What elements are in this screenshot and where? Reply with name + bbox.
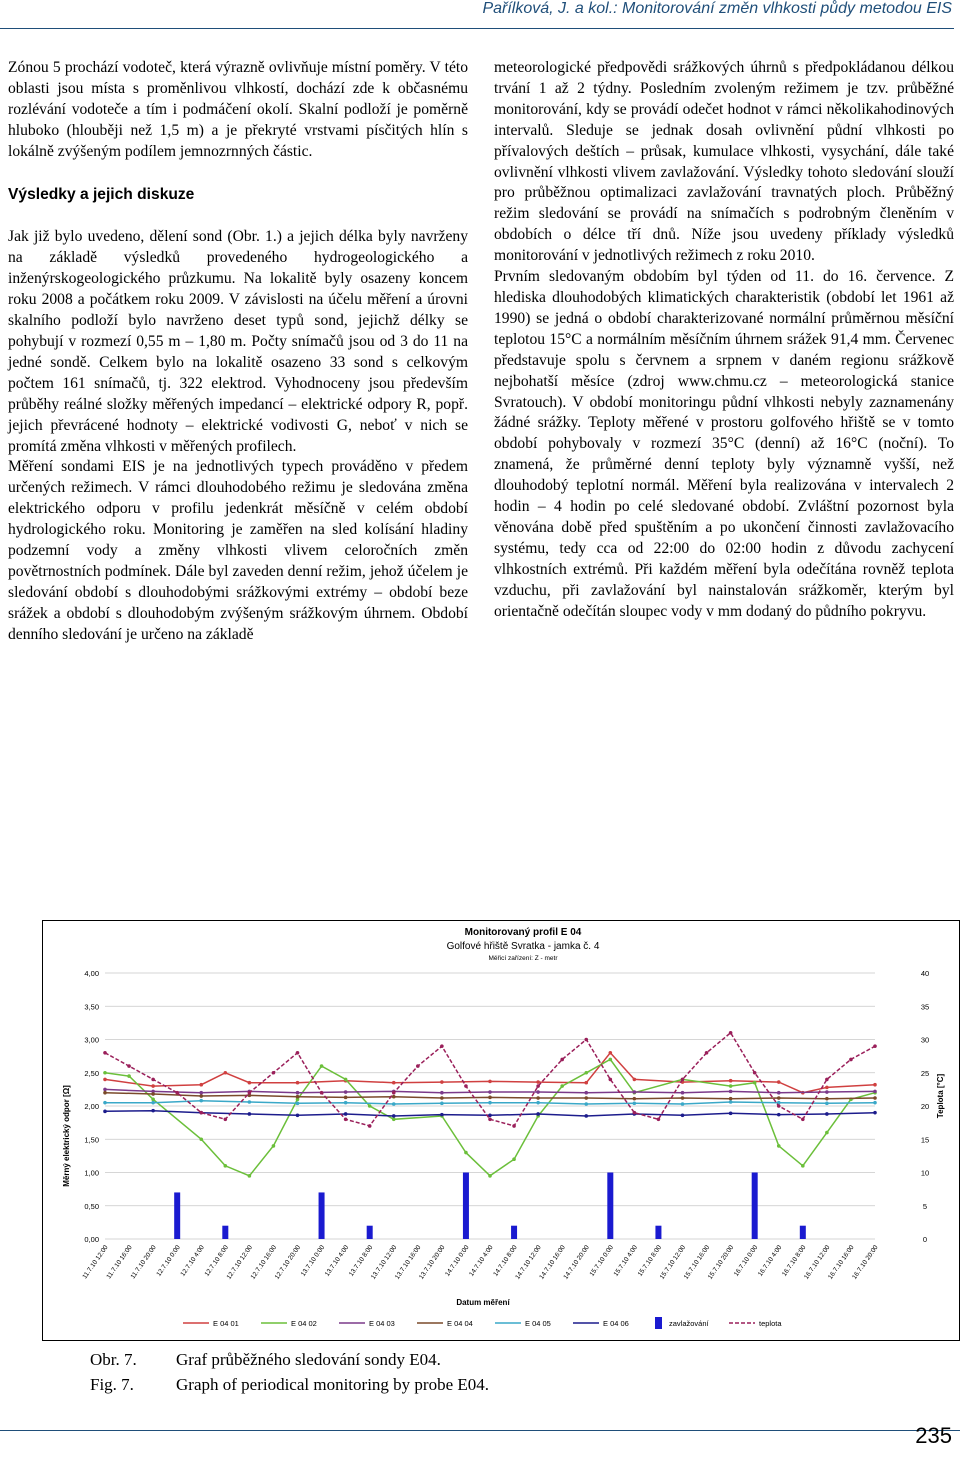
data-point (777, 1113, 781, 1117)
data-point (392, 1118, 396, 1122)
data-point (224, 1164, 228, 1168)
x-tick-label: 13.7.10 16:00 (393, 1244, 423, 1281)
x-tick-label: 15.7.10 20:00 (706, 1244, 736, 1281)
x-tick-label: 12.7.10 16:00 (249, 1244, 279, 1281)
x-tick-label: 14.7.10 0:00 (444, 1244, 471, 1278)
data-point (777, 1104, 781, 1108)
y-tick-label: 2,50 (84, 1068, 99, 1078)
y-tick-label: 4,00 (84, 969, 99, 978)
y2-tick-label: 30 (920, 1035, 930, 1045)
data-point (248, 1112, 252, 1116)
y-tick-label: 0,00 (84, 1235, 99, 1244)
data-point (296, 1081, 300, 1085)
y2-tick-label: 40 (920, 969, 930, 978)
data-point (560, 1058, 564, 1062)
section-heading: Výsledky a jejich diskuze (8, 185, 195, 203)
caption-label: Obr. 7. (90, 1350, 137, 1369)
paragraph: Zónou 5 prochází vodoteč, která výrazně ovlivňuje místní poměry. V této oblasti jsou místa s proměnlivou vlhkostí, dochází zde k občasnému rozlévání vodoteče a tím i podmáčení okolí. Skalní podloží je poměrně hluboko (hlouběji než 1,5 m) a je překryté vrstvami písčitých hlín s lokálně zvýšeným podílem jemnozrnných částic. (8, 59, 468, 160)
data-point (633, 1090, 637, 1094)
header-rule (0, 28, 954, 29)
data-point (199, 1111, 203, 1115)
x-tick-label: 12.7.10 20:00 (273, 1244, 303, 1281)
data-point (344, 1118, 348, 1122)
legend-swatch (655, 1317, 662, 1329)
data-point (127, 1074, 131, 1078)
data-point (344, 1096, 348, 1100)
data-point (344, 1090, 348, 1094)
data-point (248, 1081, 252, 1085)
chart-subtitle-device: Měřicí zařízení: Z - metr (488, 955, 558, 962)
data-point (368, 1104, 372, 1108)
data-point (609, 1058, 613, 1062)
data-point (873, 1111, 877, 1115)
data-point (633, 1111, 637, 1115)
x-tick-label: 12.7.10 4:00 (179, 1244, 206, 1278)
paragraph: Měření sondami EIS je na jednotlivých typech prováděno v předem určených režimech. V rámci dlouhodobého režimu je sledována změna elektrického odporu v profilu jedenkrát měsíčně v celém období hydrologického roku. Monitoring je zaměřen na sled kolísání hladiny podzemní vody a změny vlhkosti vlivem celoročních změn povětrnostních podmínek. Dále byl zaveden denní režim, jehož účelem je sledování období s dlouhodobými srážkovými extrémy – období beze srážek a období s dlouhodobým zvýšeným srážkovým úhrnem. Období denního sledování je určeno na základě (8, 458, 468, 643)
x-tick-label: 14.7.10 20:00 (562, 1244, 591, 1281)
data-point (103, 1110, 107, 1114)
x-tick-label: 13.7.10 4:00 (323, 1244, 351, 1278)
data-point (753, 1081, 757, 1085)
data-point (705, 1051, 709, 1055)
x-tick-label: 14.7.10 4:00 (468, 1244, 495, 1278)
data-point (151, 1098, 155, 1102)
data-point (729, 1090, 733, 1094)
data-point (729, 1031, 733, 1035)
data-point (777, 1080, 781, 1084)
data-point (440, 1091, 444, 1095)
data-point (392, 1091, 396, 1095)
data-point (681, 1096, 685, 1100)
data-point (825, 1102, 829, 1106)
data-point (512, 1124, 516, 1128)
data-point (320, 1064, 324, 1068)
data-point (512, 1157, 516, 1161)
data-point (873, 1083, 877, 1087)
data-point (103, 1101, 107, 1105)
x-tick-label: 13.7.10 12:00 (369, 1244, 399, 1281)
y-tick-label: 3,50 (84, 1002, 99, 1012)
irrigation-bar (319, 1192, 325, 1239)
x-tick-label: 13.7.10 8:00 (347, 1244, 375, 1278)
data-point (801, 1118, 805, 1122)
data-point (681, 1102, 685, 1106)
data-point (103, 1088, 107, 1092)
irrigation-bar (174, 1192, 180, 1239)
data-point (103, 1078, 107, 1082)
irrigation-bar (655, 1226, 661, 1239)
y2-tick-label: 10 (920, 1168, 930, 1178)
irrigation-bar (367, 1226, 373, 1239)
y-tick-label: 1,00 (84, 1168, 99, 1178)
irrigation-bar (752, 1173, 758, 1240)
data-point (296, 1102, 300, 1106)
data-point (488, 1080, 492, 1084)
data-point (801, 1164, 805, 1168)
data-point (440, 1113, 444, 1117)
legend-label: E 04 04 (447, 1319, 473, 1328)
data-point (392, 1114, 396, 1118)
data-point (320, 1091, 324, 1095)
data-point (536, 1084, 540, 1088)
data-point (464, 1151, 468, 1155)
data-point (103, 1091, 107, 1095)
data-point (729, 1097, 733, 1101)
data-point (440, 1096, 444, 1100)
legend-label: teplota (759, 1319, 782, 1328)
data-point (633, 1078, 637, 1082)
chart-figure (42, 920, 960, 1341)
paragraph: meteorologické předpovědi srážkových úhrnů s předpokládanou délkou trvání 1 až 2 týdny. Posledním zvoleným režimem je tzv. průběžné monitorování, kdy se provádí odečet hodnot v rámci několikahodinových intervalů. Sleduje se jednak dosah ovlivnění půdní vlhkosti po přívalových deštích – průsak, kumulace vlhkosti, vysychání, dále také ovlivnění vlhkosti vlivem zavlažování. Výsledky tohoto sledování slouží pro průběžnou optimalizaci zavlažování travnatých ploch. Průběžný režim sledování se provádí na snímačích s podrobným členěním v obdobích o délce tří dnů. Níže jsou uvedeny příklady výsledků monitorování v jednotlivých režimech z roku 2010. (494, 59, 954, 265)
data-point (729, 1079, 733, 1083)
x-tick-label: 16.7.10 8:00 (780, 1244, 808, 1278)
legend-label: E 04 06 (603, 1319, 629, 1328)
data-point (873, 1044, 877, 1048)
data-point (609, 1051, 613, 1055)
y-tick-label: 3,00 (84, 1035, 99, 1045)
data-point (416, 1064, 420, 1068)
data-point (368, 1124, 372, 1128)
data-point (681, 1114, 685, 1118)
x-axis-label: Datum měření (456, 1298, 510, 1307)
data-point (729, 1112, 733, 1116)
chart-svg (43, 921, 959, 1340)
y-axis-label: Měrný elektrický odpor [Ω] (62, 1085, 71, 1187)
paragraph: Prvním sledovaným obdobím byl týden od 11. do 16. července. Z hlediska dlouhodobých klimatických charakteristik (období let 1961 až 1990) se jedná o období charakterizované normální průměrnou měsíční teplotou 15°C a normálním měsíčním úhrnem srážek 91,4 mm. Červenec představuje spolu s červnem a srpnem v daném regionu srážkově nejbohatší měsíce (zdroj www.chmu.cz – meteorologická stanice Svratouch). V období monitoringu půdní vlhkosti nebyly zaznamenány žádné srážky. Teploty měřené v prostoru golfového hřiště se v tomto období pohybovaly v rozmezí 35°C (denní) až 16°C (noční). To znamená, že průměrné denní teploty byly významně vyšší, než dlouhodobý teplotní normál. Měření byla realizována v intervalech 2 hodin – 4 hodin po celé sledované období. Zvláštní pozornost byla věnována době před spuštěním a po ukončení činnosti zavlažovacího systému, tedy cca od 22:00 do 02:00 hodin z důvodu zachycení vlhkostních extrémů. Při každém měření byla odečítána rovněž teplota vzduchu, při zavlažování byl nainstalován srážkoměr, kterým byl orientačně odečítán sloupec vody v mm dodaný do půdního pokryvu. (494, 268, 954, 620)
data-point (199, 1094, 203, 1098)
chart-subtitle: Golfové hřiště Svratka - jamka č. 4 (446, 941, 600, 952)
data-point (584, 1096, 588, 1100)
data-point (825, 1090, 829, 1094)
data-point (344, 1112, 348, 1116)
x-tick-label: 16.7.10 4:00 (756, 1244, 784, 1278)
y-tick-label: 2,00 (84, 1102, 99, 1111)
data-point (272, 1071, 276, 1075)
data-point (151, 1109, 155, 1113)
data-point (103, 1051, 107, 1055)
data-point (681, 1091, 685, 1095)
x-tick-label: 11.7.10 20:00 (129, 1244, 158, 1281)
irrigation-bar (463, 1173, 469, 1240)
data-point (392, 1102, 396, 1106)
data-point (729, 1100, 733, 1104)
data-point (584, 1114, 588, 1118)
data-point (536, 1101, 540, 1105)
data-point (873, 1096, 877, 1100)
data-point (488, 1101, 492, 1105)
legend-label: E 04 01 (213, 1319, 239, 1328)
data-point (633, 1102, 637, 1106)
data-point (825, 1131, 829, 1135)
data-point (488, 1090, 492, 1094)
data-point (777, 1091, 781, 1095)
x-tick-label: 13.7.10 20:00 (417, 1244, 447, 1281)
chart-legend (183, 1317, 782, 1329)
data-point (440, 1102, 444, 1106)
x-tick-label: 16.7.10 12:00 (802, 1244, 832, 1281)
data-point (103, 1071, 107, 1075)
data-point (729, 1084, 733, 1088)
legend-label: E 04 03 (369, 1319, 395, 1328)
x-tick-label: 12.7.10 12:00 (225, 1244, 255, 1281)
data-point (753, 1071, 757, 1075)
y-tick-label: 1,50 (84, 1135, 99, 1145)
legend-label: E 04 02 (291, 1319, 317, 1328)
data-point (248, 1100, 252, 1104)
data-point (825, 1086, 829, 1090)
x-tick-label: 14.7.10 12:00 (514, 1244, 543, 1281)
data-point (199, 1099, 203, 1103)
data-point (199, 1091, 203, 1095)
x-tick-label: 15.7.10 8:00 (636, 1244, 664, 1278)
data-point (199, 1083, 203, 1087)
data-point (440, 1080, 444, 1084)
data-point (777, 1096, 781, 1100)
series-line (105, 1033, 875, 1126)
data-point (344, 1101, 348, 1105)
data-point (584, 1091, 588, 1095)
data-point (199, 1137, 203, 1141)
y2-tick-label: 35 (920, 1002, 930, 1012)
data-point (488, 1174, 492, 1178)
data-point (296, 1095, 300, 1099)
data-point (849, 1058, 853, 1062)
irrigation-bar (511, 1226, 517, 1239)
caption-text: Graph of periodical monitoring by probe E04. (176, 1375, 490, 1394)
data-point (272, 1144, 276, 1148)
data-point (873, 1101, 877, 1105)
data-point (464, 1084, 468, 1088)
data-point (151, 1101, 155, 1105)
data-point (536, 1080, 540, 1084)
y-tick-label: 0,50 (84, 1201, 99, 1211)
data-point (633, 1097, 637, 1101)
data-point (248, 1091, 252, 1095)
data-point (127, 1064, 131, 1068)
data-point (584, 1081, 588, 1085)
data-point (488, 1096, 492, 1100)
x-tick-label: 11.7.10 16:00 (105, 1244, 134, 1281)
left-column (8, 58, 468, 646)
x-tick-label: 14.7.10 16:00 (538, 1244, 567, 1281)
irrigation-bar (800, 1226, 806, 1239)
y2-tick-label: 0 (922, 1235, 928, 1244)
right-column (494, 58, 954, 622)
running-header: Pařílková, J. a kol.: Monitorování změn vlhkosti půdy metodou EIS (482, 0, 952, 17)
data-point (657, 1118, 661, 1122)
data-point (392, 1095, 396, 1099)
x-tick-label: 16.7.10 16:00 (827, 1244, 856, 1281)
data-point (609, 1078, 613, 1082)
data-point (584, 1071, 588, 1075)
data-point (175, 1091, 179, 1095)
y2-tick-label: 20 (920, 1102, 930, 1111)
y2-tick-label: 5 (922, 1201, 928, 1211)
data-point (151, 1078, 155, 1082)
data-point (296, 1051, 300, 1055)
chart-title: Monitorovaný profil E 04 (464, 927, 582, 938)
x-tick-label: 11.7.10 12:00 (81, 1244, 110, 1281)
data-point (392, 1081, 396, 1085)
paragraph: Jak již bylo uvedeno, dělení sond (Obr. 1.) a jejich délka byly navrženy na základě výsledků provedeného hydrogeologického a inženýrskogeologického průzkumu. Na lokalitě byly osazeny koncem roku 2008 a počátkem roku 2009. V závislosti na účelu měření a úrovni skalního podloží bylo navrženo deset typů sond, jejichž délky se pohybují v rozmezí 0,55 m – 1,80 m. Počty snímačů jsou od 3 do 11 na jedné sondě. Celkem bylo na lokalitě osazeno 33 sond s celkovým počtem 161 snímačů, tj. 322 elektrod. Vyhodnoceny jsou především průběhy reálné složky měřených impedancí – elektrické odpory R, popř. jejich převrácené hodnoty – elektrické vodivosti G, neboť v nich se promítá změna vlhkosti v měřených profilech. (8, 228, 468, 455)
x-tick-label: 12.7.10 8:00 (203, 1244, 230, 1278)
irrigation-bar (222, 1226, 228, 1239)
x-tick-label: 16.7.10 0:00 (732, 1244, 760, 1278)
data-point (344, 1078, 348, 1082)
irrigation-bar (607, 1173, 613, 1240)
data-point (151, 1092, 155, 1096)
y2-tick-label: 15 (920, 1135, 930, 1145)
data-point (296, 1091, 300, 1095)
data-point (248, 1174, 252, 1178)
x-tick-label: 13.7.10 0:00 (299, 1244, 327, 1278)
data-point (681, 1078, 685, 1082)
x-tick-label: 16.7.10 20:00 (851, 1244, 880, 1281)
data-point (825, 1112, 829, 1116)
legend-label: zavlažování (669, 1319, 709, 1328)
data-point (777, 1144, 781, 1148)
data-point (224, 1071, 228, 1075)
data-point (825, 1097, 829, 1101)
data-point (536, 1096, 540, 1100)
footer-rule (0, 1430, 960, 1431)
legend-label: E 04 05 (525, 1319, 551, 1328)
y2-tick-label: 25 (920, 1068, 930, 1078)
y2-axis-label: Teplota [°C] (936, 1073, 945, 1119)
data-point (151, 1084, 155, 1088)
figure-caption-cz (90, 1350, 441, 1370)
data-point (296, 1114, 300, 1118)
data-point (536, 1090, 540, 1094)
page-number: 235 (915, 1423, 952, 1448)
x-tick-label: 15.7.10 12:00 (658, 1244, 688, 1281)
caption-text: Graf průběžného sledování sondy E04. (176, 1350, 441, 1369)
data-point (825, 1078, 829, 1082)
data-point (488, 1118, 492, 1122)
x-tick-label: 14.7.10 8:00 (492, 1244, 519, 1278)
figure-caption-en (90, 1375, 489, 1395)
data-point (584, 1102, 588, 1106)
x-tick-label: 12.7.10 0:00 (155, 1244, 182, 1278)
data-point (440, 1044, 444, 1048)
data-point (873, 1090, 877, 1094)
x-tick-label: 15.7.10 4:00 (612, 1244, 640, 1278)
data-point (560, 1084, 564, 1088)
data-point (584, 1038, 588, 1042)
data-point (224, 1118, 228, 1122)
x-tick-label: 15.7.10 0:00 (588, 1244, 615, 1278)
data-point (536, 1112, 540, 1116)
x-tick-label: 15.7.10 16:00 (682, 1244, 712, 1281)
caption-label: Fig. 7. (90, 1375, 134, 1394)
